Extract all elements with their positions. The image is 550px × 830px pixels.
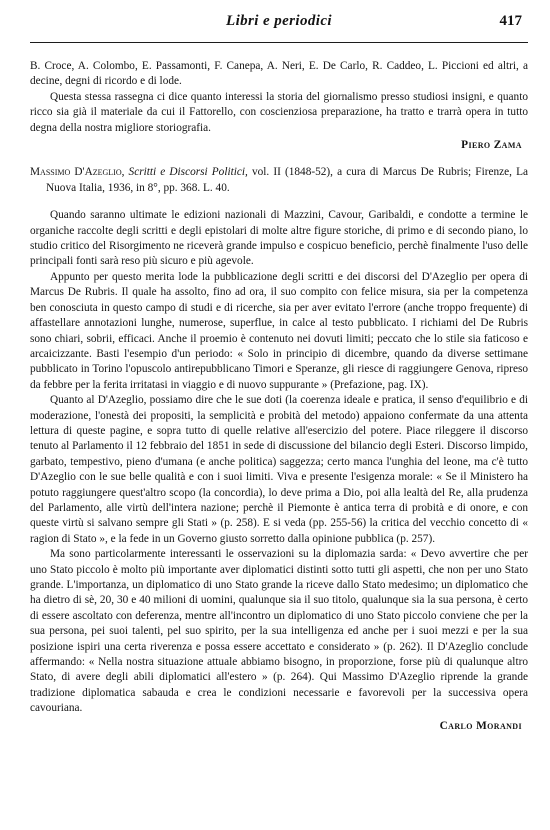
page-number: 417 xyxy=(499,13,522,29)
signature-zama: Piero Zama xyxy=(461,139,522,152)
review-paragraph-2: Appunto per questo merita lode la pubblicazione degli scritti e dei discorsi del D'Azeglio per opera di Marcus De Rubris. Il quale ha assolto, fino ad ora, il suo compito con felice misura, sia per la competenza ben conosciuta in questo campo di studi e di ricerche, sia per aver evitato l'errore (anche troppo frequente) di affastellare annotazioni lunghe, numerose, superflue, in calce al testo pubblicato. I richiami del De Rubris sono chiari, sobrii, efficaci. Anche il proemio è contenuto nei dovuti limiti; peccato che lo stile sia faticoso e arcaicizzante. Basti l'esempio d'un periodo: « Solo in principio di dicembre, quando da diverse settimane pubblicato in Torino l'opuscolo antirepubblicano Timori e Speranze, gli riesce di raggiungere Genova, ripreso da febbre per la ferita irritatasi in viaggio e di nuovo suppurante » (Prefazione, pag. IX). xyxy=(30,270,528,391)
review-paragraph-4: Ma sono particolarmente interessanti le osservazioni su la diplomazia sarda: « Devo avvertire che per uno Stato piccolo è molto più importante aver diplomatici distinti sotto tutti gli aspetti, che non per uno Stato grande. L'importanza, un diplomatico di uno Stato grande la riceve dallo Stato medesimo; un diplomatico che ha dietro di sè, 20, 30 e 40 milioni di uomini, qualunque sia il suo titolo, qualunque sia la sua persona, è certo di essere ascoltato con deferenza, mentre all'incontro un diplomatico di uno Stato piccolo conviene che per la sua persona, pei suoi talenti, pel suo spirito, per la sua intelligenza ed anche per i suoi mezzi e per la sua posizione ispiri una certa riverenza e possa essere accettato e considerato » (p. 262). Il D'Azeglio conclude affermando: « Nella nostra situazione attuale abbiamo bisogno, in proporzione, forse più di qualunque altro Stato, di avere degli abili diplomatici all'estero » (p. 264). Qui Massimo D'Azeglio riprende la grande tradizione diplomatica sabauda e crea le condizioni necessarie e favorevoli per la successiva opera cavouriana. xyxy=(30,548,528,715)
bibliographic-reference xyxy=(30,165,528,196)
intro-paragraph-1: B. Croce, A. Colombo, E. Passamonti, F. Canepa, A. Neri, E. De Carlo, R. Caddeo, L. Piccioni ed altri, a decine, degni di ricordo e di lode. xyxy=(30,60,528,88)
header-rule xyxy=(30,42,528,43)
review-details: vol. II (1848-52), a cura di Marcus De Rubris; Firenze, La Nuova Italia, 1936, in 8°, pp. 368. L. 40. xyxy=(46,166,529,194)
review-paragraph-1: Quando saranno ultimate le edizioni nazionali di Mazzini, Cavour, Garibaldi, e condotte a termine le organiche raccolte degli scritti e degli epistolari di molte altre figure storiche, di primo e di secondo piano, lo studio critico del Risorgimento ne riceverà grande impulso e cospicuo beneficio, perchè finalmente l'uso delle principali fonti sarà reso più sicuro e più agevole. xyxy=(30,209,528,268)
signature-morandi: Carlo Morandi xyxy=(439,719,522,732)
review-book-title: Scritti e Discorsi Politici, xyxy=(128,166,248,179)
review-paragraph-3: Quanto al D'Azeglio, possiamo dire che le sue doti (la coerenza ideale e pratica, il senso d'equilibrio e di moderazione, l'onestà dei propositi, la semplicità e probità del metodo) appaiono confermate da una attenta lettura di queste pagine, e sopra tutto di quelle relative all'esercizio del potere. Piace rileggere il discorso tenuto al Parlamento il 12 febbraio del 1851 in sede di discussione del bilancio degli Esteri. Discorso limpido, garbato, tempestivo, pieno d'umana (e anche politica) saggezza; certo manca l'unghia del leone, ma c'è tutto D'Azeglio con le sue belle qualità e con i suoi limiti. Viva e presente l'esigenza morale: « Se il Ministero ha potuto raggiungere quest'altro scopo (la concordia), lo deve prima a Dio, poi alla lealtà del Re, alla prudenza del Parlamento, alle virtù dell'intera nazione; perchè il Piemonte è antica terra di probità e di onore, e con queste virtù si salvano sempre gli Stati » (p. 258). E si veda (pp. 255-56) la critica del vecchio concetto di « ragion di Stato », e la fede in un Governo giusto sorretto dalla opinione pubblica (p. 257). xyxy=(30,394,528,545)
running-header xyxy=(30,14,528,36)
running-title: Libri e periodici xyxy=(226,13,332,29)
intro-paragraph-2: Questa stessa rassegna ci dice quanto interessi la storia del giornalismo presso studiosi insigni, e quanto ricco sia già il materiale da cui il Fattorello, con coscienziosa preparazione, ha tratto e trarrà opera in tutto degna della nostra migliore storiografia. xyxy=(30,90,528,134)
review-author: Massimo D'Azeglio, xyxy=(30,166,125,179)
